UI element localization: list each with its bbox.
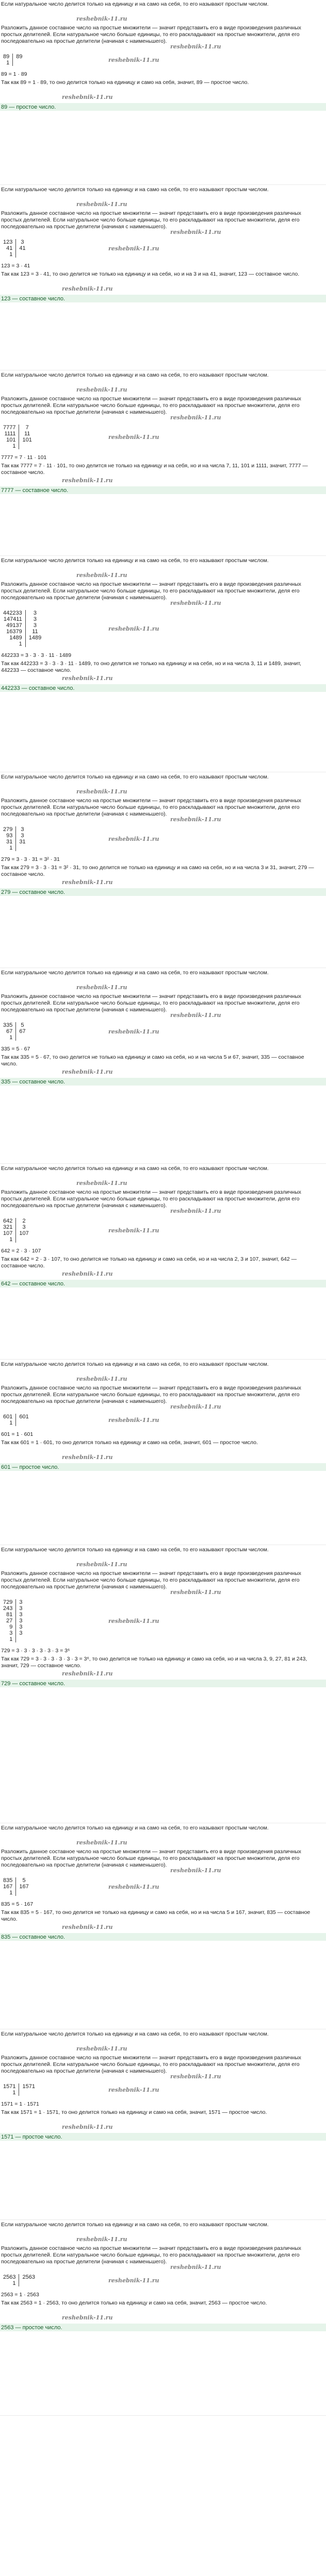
section-divider bbox=[0, 2219, 326, 2220]
watermark: reshebnik-11.ru bbox=[170, 1589, 221, 1596]
dividend-cell: 7777 bbox=[2, 425, 19, 431]
composite-definition-text: Разложить данное составное число на простые множители — значит представить его в виде произведения различных простых делителей. Если натуральное число больше единицы, то его раскладывают на простые множители, деля его последовательно на простые делители (начиная с наименьшего). bbox=[1, 1189, 301, 1209]
table-row bbox=[2, 826, 29, 833]
divisor-cell: 2563 bbox=[22, 2274, 35, 2280]
factorization-table bbox=[2, 54, 26, 66]
table-row bbox=[2, 839, 29, 845]
divisor-cell: 3 bbox=[19, 1612, 23, 1618]
table-row bbox=[2, 1224, 32, 1230]
solution-section bbox=[0, 1360, 326, 1546]
dividend-cell: 167 bbox=[2, 1884, 16, 1890]
dividend-cell: 1 bbox=[2, 2280, 19, 2286]
definition-text: Если натуральное число делится только на единицу и на само на себя, то его называют простым числом. bbox=[1, 2222, 269, 2228]
table-row bbox=[2, 610, 44, 616]
watermark: reshebnik-11.ru bbox=[76, 386, 127, 393]
divisor-cell bbox=[16, 1035, 29, 1041]
watermark: reshebnik-11.ru bbox=[76, 1839, 127, 1846]
definition-text: Если натуральное число делится только на единицу и на само на себя, то его называют простым числом. bbox=[1, 1547, 269, 1553]
definition-text: Если натуральное число делится только на единицу и на само на себя, то его называют простым числом. bbox=[1, 2031, 269, 2037]
divisor-cell: 3 bbox=[21, 826, 24, 833]
divisor-cell bbox=[16, 845, 29, 851]
table-row bbox=[2, 1028, 29, 1035]
definition-text: Если натуральное число делится только на единицу и на само на себя, то его называют простым числом. bbox=[1, 1165, 269, 1172]
watermark: reshebnik-11.ru bbox=[170, 600, 221, 606]
table-row bbox=[2, 1599, 25, 1605]
dividend-cell: 279 bbox=[2, 826, 16, 833]
dividend-cell: 1 bbox=[2, 845, 16, 851]
dividend-cell: 81 bbox=[2, 1612, 16, 1618]
watermark: reshebnik-11.ru bbox=[62, 1069, 113, 1075]
divisor-cell: 31 bbox=[19, 839, 26, 845]
table-row bbox=[2, 251, 29, 258]
definition-text: Если натуральное число делится только на единицу и на само на себя, то его называют простым числом. bbox=[1, 1, 269, 7]
watermark: reshebnik-11.ru bbox=[170, 1403, 221, 1410]
watermark: reshebnik-11.ru bbox=[76, 1561, 127, 1568]
table-row bbox=[2, 54, 26, 60]
definition-text: Если натуральное число делится только на единицу и на само на себя, то его называют простым числом. bbox=[1, 774, 269, 780]
dividend-cell: 16379 bbox=[2, 629, 25, 635]
dividend-cell: 147411 bbox=[2, 616, 25, 622]
divisor-cell bbox=[19, 2090, 38, 2096]
factorization-table bbox=[2, 1599, 25, 1642]
dividend-cell: 67 bbox=[2, 1028, 16, 1035]
result-text: 835 — составное число. bbox=[1, 1934, 66, 1940]
watermark: reshebnik-11.ru bbox=[62, 1270, 113, 1277]
dividend-cell: 49137 bbox=[2, 622, 25, 629]
divisor-cell: 5 bbox=[21, 1022, 24, 1028]
factorization-expression: 1571 = 1 · 1571 bbox=[1, 2101, 39, 2107]
factorization-table bbox=[2, 1218, 32, 1243]
section-divider bbox=[0, 2415, 326, 2416]
result-banner bbox=[0, 1680, 326, 1687]
section-divider bbox=[0, 555, 326, 556]
composite-definition-text: Разложить данное составное число на простые множители — значит представить его в виде произведения различных простых делителей. Если натуральное число больше единицы, то его раскладывают на простые множители, деля его последовательно на простые делители (начиная с наименьшего). bbox=[1, 25, 301, 44]
divisor-cell: 3 bbox=[33, 616, 37, 622]
dividend-cell: 642 bbox=[2, 1218, 16, 1224]
watermark: reshebnik-11.ru bbox=[170, 43, 221, 50]
divisor-cell: 601 bbox=[19, 1414, 29, 1420]
divisor-cell: 3 bbox=[33, 610, 37, 616]
divisor-cell bbox=[19, 443, 35, 449]
watermark: reshebnik-11.ru bbox=[170, 1867, 221, 1874]
watermark: reshebnik-11.ru bbox=[108, 625, 159, 632]
dividend-cell: 41 bbox=[2, 245, 16, 251]
watermark: reshebnik-11.ru bbox=[62, 879, 113, 886]
divisor-cell: 3 bbox=[22, 1224, 26, 1230]
dividend-cell: 2563 bbox=[2, 2274, 19, 2280]
factorization-expression: 89 = 1 · 89 bbox=[1, 71, 27, 77]
explanation-text: Так как 89 = 1 · 89, то оно делится только на единицу и само на себя, значит, 89 — простое число. bbox=[1, 79, 249, 86]
factorization-table bbox=[2, 425, 35, 449]
dividend-cell: 123 bbox=[2, 239, 16, 245]
watermark: reshebnik-11.ru bbox=[108, 57, 159, 63]
result-banner bbox=[0, 103, 326, 111]
divisor-cell: 3 bbox=[19, 1599, 23, 1605]
dividend-cell: 1 bbox=[2, 2090, 19, 2096]
watermark: reshebnik-11.ru bbox=[170, 1012, 221, 1019]
divisor-cell: 3 bbox=[19, 1605, 23, 1612]
table-row bbox=[2, 1612, 25, 1618]
result-banner bbox=[0, 1933, 326, 1941]
table-row bbox=[2, 431, 35, 437]
dividend-cell: 3 bbox=[2, 1630, 16, 1636]
watermark: reshebnik-11.ru bbox=[76, 2045, 127, 2052]
result-banner bbox=[0, 486, 326, 494]
table-row bbox=[2, 1605, 25, 1612]
dividend-cell: 442233 bbox=[2, 610, 25, 616]
solution-section bbox=[0, 1824, 326, 2030]
table-row bbox=[2, 1890, 32, 1896]
composite-definition-text: Разложить данное составное число на простые множители — значит представить его в виде произведения различных простых делителей. Если натуральное число больше единицы, то его раскладывают на простые множители, деля его последовательно на простые делители (начиная с наименьшего). bbox=[1, 210, 301, 230]
section-divider bbox=[0, 1359, 326, 1360]
dividend-cell: 1 bbox=[2, 641, 25, 647]
watermark: reshebnik-11.ru bbox=[62, 1924, 113, 1930]
factorization-expression: 642 = 2 · 3 · 107 bbox=[1, 1248, 41, 1254]
dividend-cell: 321 bbox=[2, 1224, 16, 1230]
watermark: reshebnik-11.ru bbox=[76, 15, 127, 22]
divisor-cell: 3 bbox=[19, 1624, 23, 1630]
composite-definition-text: Разложить данное составное число на простые множители — значит представить его в виде произведения различных простых делителей. Если натуральное число больше единицы, то его раскладывают на простые множители, деля его последовательно на простые делители (начиная с наименьшего). bbox=[1, 1849, 301, 1868]
definition-text: Если натуральное число делится только на единицу и на само на себя, то его называют простым числом. bbox=[1, 187, 269, 193]
result-text: 642 — составное число. bbox=[1, 1280, 66, 1287]
table-row bbox=[2, 245, 29, 251]
divisor-cell: 11 bbox=[24, 431, 30, 437]
solution-section bbox=[0, 969, 326, 1164]
result-banner bbox=[0, 295, 326, 302]
divisor-cell: 167 bbox=[19, 1884, 29, 1890]
divisor-cell: 89 bbox=[16, 54, 23, 60]
composite-definition-text: Разложить данное составное число на простые множители — значит представить его в виде произведения различных простых делителей. Если натуральное число больше единицы, то его раскладывают на простые множители, деля его последовательно на простые делители (начиная с наименьшего). bbox=[1, 993, 301, 1013]
divisor-cell: 7 bbox=[25, 425, 29, 431]
solution-section bbox=[0, 2030, 326, 2221]
dividend-cell: 101 bbox=[2, 437, 19, 443]
dividend-cell: 1111 bbox=[2, 431, 19, 437]
watermark: reshebnik-11.ru bbox=[108, 434, 159, 440]
watermark: reshebnik-11.ru bbox=[62, 1454, 113, 1461]
dividend-cell: 9 bbox=[2, 1624, 16, 1630]
divisor-cell: 3 bbox=[19, 1618, 23, 1624]
result-text: 601 — простое число. bbox=[1, 1464, 59, 1470]
divisor-cell: 1571 bbox=[22, 2083, 35, 2090]
definition-text: Если натуральное число делится только на единицу и на само на себя, то его называют простым числом. bbox=[1, 372, 269, 378]
watermark: reshebnik-11.ru bbox=[170, 229, 221, 235]
table-row bbox=[2, 635, 44, 641]
section-divider bbox=[0, 1163, 326, 1164]
watermark: reshebnik-11.ru bbox=[108, 2277, 159, 2284]
table-row bbox=[2, 1877, 32, 1884]
factorization-expression: 601 = 1 · 601 bbox=[1, 1431, 34, 1437]
table-row bbox=[2, 239, 29, 245]
factorization-table bbox=[2, 1022, 29, 1041]
divisor-cell: 67 bbox=[19, 1028, 26, 1035]
factorization-expression: 7777 = 7 · 11 · 101 bbox=[1, 454, 47, 461]
table-row bbox=[2, 1035, 29, 1041]
factorization-table bbox=[2, 239, 29, 258]
solution-section bbox=[0, 1546, 326, 1824]
divisor-cell: 11 bbox=[32, 629, 38, 635]
watermark: reshebnik-11.ru bbox=[76, 572, 127, 579]
result-text: 279 — составное число. bbox=[1, 889, 66, 895]
definition-text: Если натуральное число делится только на единицу и на само на себя, то его называют простым числом. bbox=[1, 1825, 269, 1831]
explanation-text: Так как 335 = 5 · 67, то оно делится не только на единицу и само на себя, но и на числа 5 и 67, значит, 335 — составное число. bbox=[1, 1054, 304, 1067]
result-banner bbox=[0, 1078, 326, 1086]
watermark: reshebnik-11.ru bbox=[170, 816, 221, 823]
watermark: reshebnik-11.ru bbox=[76, 984, 127, 991]
divisor-cell bbox=[16, 1636, 26, 1642]
factorization-table bbox=[2, 1414, 32, 1426]
divisor-cell: 101 bbox=[22, 437, 32, 443]
table-row bbox=[2, 1420, 32, 1426]
table-row bbox=[2, 641, 44, 647]
table-row bbox=[2, 1414, 32, 1420]
result-text: 1571 — простое число. bbox=[1, 2133, 62, 2140]
divisor-cell bbox=[19, 2280, 38, 2286]
table-row bbox=[2, 1236, 32, 1243]
composite-definition-text: Разложить данное составное число на простые множители — значит представить его в виде произведения различных простых делителей. Если натуральное число больше единицы, то его раскладывают на простые множители, деля его последовательно на простые делители (начиная с наименьшего). bbox=[1, 581, 301, 601]
watermark: reshebnik-11.ru bbox=[62, 285, 113, 292]
dividend-cell: 1 bbox=[2, 1420, 16, 1426]
solution-section bbox=[0, 773, 326, 969]
result-text: 123 — составное число. bbox=[1, 295, 66, 302]
watermark: reshebnik-11.ru bbox=[108, 1618, 159, 1624]
result-text: 2563 — простое число. bbox=[1, 2324, 62, 2331]
table-row bbox=[2, 616, 44, 622]
definition-text: Если натуральное число делится только на единицу и на само на себя, то его называют простым числом. bbox=[1, 1361, 269, 1367]
solution-section bbox=[0, 185, 326, 371]
factorization-expression: 835 = 5 · 167 bbox=[1, 1901, 34, 1907]
table-row bbox=[2, 622, 44, 629]
explanation-text: Так как 279 = 3 · 3 · 31 = 3² · 31, то оно делится не только на единицу и на само на себя, но и на числа 3 и 31, значит, 279 — составное число. bbox=[1, 865, 314, 877]
factorization-expression: 123 = 3 · 41 bbox=[1, 263, 30, 269]
dividend-cell: 1489 bbox=[2, 635, 25, 641]
dividend-cell: 89 bbox=[2, 54, 13, 60]
result-text: 89 — простое число. bbox=[1, 104, 56, 110]
table-row bbox=[2, 1624, 25, 1630]
composite-definition-text: Разложить данное составное число на простые множители — значит представить его в виде произведения различных простых делителей. Если натуральное число больше единицы, то его раскладывают на простые множители, деля его последовательно на простые делители (начиная с наименьшего). bbox=[1, 1570, 301, 1590]
explanation-text: Так как 835 = 5 · 167, то оно делится не только на единицу и само на себя, но и на числа 5 и 167, значит, 835 — составное число. bbox=[1, 1909, 311, 1922]
dividend-cell: 107 bbox=[2, 1230, 16, 1236]
divisor-cell bbox=[16, 251, 29, 258]
divisor-cell: 3 bbox=[21, 239, 24, 245]
solution-section bbox=[0, 0, 326, 185]
table-row bbox=[2, 2090, 38, 2096]
watermark: reshebnik-11.ru bbox=[108, 245, 159, 252]
table-row bbox=[2, 443, 35, 449]
dividend-cell: 835 bbox=[2, 1877, 16, 1884]
explanation-text: Так как 642 = 2 · 3 · 107, то оно делится не только на единицу и само на себя, но и на числа 2, 3 и 107, значит, 642 — составное число. bbox=[1, 1256, 297, 1269]
dividend-cell: 1 bbox=[2, 60, 13, 66]
divisor-cell: 3 bbox=[21, 833, 24, 839]
divisor-cell bbox=[13, 60, 26, 66]
dividend-cell: 1 bbox=[2, 443, 19, 449]
table-row bbox=[2, 437, 35, 443]
result-text: 335 — составное число. bbox=[1, 1078, 66, 1085]
watermark: reshebnik-11.ru bbox=[62, 477, 113, 484]
dividend-cell: 729 bbox=[2, 1599, 16, 1605]
table-row bbox=[2, 1022, 29, 1028]
watermark: reshebnik-11.ru bbox=[76, 2236, 127, 2243]
factorization-expression: 279 = 3 · 3 · 31 = 3² · 31 bbox=[1, 856, 60, 862]
table-row bbox=[2, 1618, 25, 1624]
table-row bbox=[2, 1218, 32, 1224]
watermark: reshebnik-11.ru bbox=[108, 1417, 159, 1423]
result-text: 729 — составное число. bbox=[1, 1680, 66, 1687]
dividend-cell: 1 bbox=[2, 1236, 16, 1243]
table-row bbox=[2, 1884, 32, 1890]
composite-definition-text: Разложить данное составное число на простые множители — значит представить его в виде произведения различных простых делителей. Если натуральное число больше единицы, то его раскладывают на простые множители, деля его последовательно на простые делители (начиная с наименьшего). bbox=[1, 2055, 301, 2074]
watermark: reshebnik-11.ru bbox=[76, 201, 127, 208]
table-row bbox=[2, 2274, 38, 2280]
result-banner bbox=[0, 1463, 326, 1471]
factorization-expression: 2563 = 1 · 2563 bbox=[1, 2292, 39, 2298]
explanation-text: Так как 442233 = 3 · 3 · 3 · 11 · 1489, то оно делится не только на единицу и на себя, но и на числа 3, 11 и 1489, значит, 442233 — составное число. bbox=[1, 660, 301, 673]
composite-definition-text: Разложить данное составное число на простые множители — значит представить его в виде произведения различных простых делителей. Если натуральное число больше единицы, то его раскладывают на простые множители, деля его последовательно на простые делители (начиная с наименьшего). bbox=[1, 1385, 301, 1404]
watermark: reshebnik-11.ru bbox=[108, 2087, 159, 2093]
result-banner bbox=[0, 2324, 326, 2331]
definition-text: Если натуральное число делится только на единицу и на само на себя, то его называют простым числом. bbox=[1, 970, 269, 976]
table-row bbox=[2, 1230, 32, 1236]
dividend-cell: 27 bbox=[2, 1618, 16, 1624]
watermark: reshebnik-11.ru bbox=[76, 788, 127, 795]
divisor-cell bbox=[16, 1890, 32, 1896]
explanation-text: Так как 2563 = 1 · 2563, то оно делится только на единицу и само на себя, значит, 2563 — простое число. bbox=[1, 2300, 267, 2306]
divisor-cell bbox=[25, 641, 44, 647]
result-banner bbox=[0, 888, 326, 896]
result-banner bbox=[0, 1280, 326, 1287]
divisor-cell: 107 bbox=[19, 1230, 29, 1236]
divisor-cell bbox=[16, 1420, 32, 1426]
divisor-cell bbox=[16, 1236, 32, 1243]
explanation-text: Так как 1571 = 1 · 1571, то оно делится только на единицу и само на себя, значит, 1571 — простое число. bbox=[1, 2109, 267, 2115]
dividend-cell: 1 bbox=[2, 1636, 16, 1642]
solution-section bbox=[0, 2221, 326, 2416]
divisor-cell: 1489 bbox=[28, 635, 42, 641]
solution-section bbox=[0, 371, 326, 556]
watermark: reshebnik-11.ru bbox=[62, 2124, 113, 2130]
watermark: reshebnik-11.ru bbox=[108, 1028, 159, 1035]
watermark: reshebnik-11.ru bbox=[170, 1208, 221, 1214]
watermark: reshebnik-11.ru bbox=[76, 1180, 127, 1187]
composite-definition-text: Разложить данное составное число на простые множители — значит представить его в виде произведения различных простых делителей. Если натуральное число больше единицы, то его раскладывают на простые множители, деля его последовательно на простые делители (начиная с наименьшего). bbox=[1, 396, 301, 415]
factorization-table bbox=[2, 1877, 32, 1896]
section-divider bbox=[0, 184, 326, 185]
watermark: reshebnik-11.ru bbox=[108, 836, 159, 842]
factorization-expression: 442233 = 3 · 3 · 3 · 11 · 1489 bbox=[1, 652, 72, 658]
dividend-cell: 1 bbox=[2, 251, 16, 258]
divisor-cell: 5 bbox=[22, 1877, 26, 1884]
dividend-cell: 31 bbox=[2, 839, 16, 845]
dividend-cell: 1 bbox=[2, 1035, 16, 1041]
watermark: reshebnik-11.ru bbox=[170, 2264, 221, 2270]
explanation-text: Так как 7777 = 7 · 11 · 101, то оно делится не только на единицу и на себя, но и на числа 7, 11, 101 и 1111, значит, 7777 — составное число. bbox=[1, 463, 308, 476]
dividend-cell: 1571 bbox=[2, 2083, 19, 2090]
watermark: reshebnik-11.ru bbox=[62, 675, 113, 682]
watermark: reshebnik-11.ru bbox=[76, 1376, 127, 1382]
result-banner bbox=[0, 2133, 326, 2141]
table-row bbox=[2, 1630, 25, 1636]
watermark: reshebnik-11.ru bbox=[170, 2073, 221, 2080]
result-text: 7777 — составное число. bbox=[1, 487, 69, 494]
divisor-cell: 2 bbox=[22, 1218, 26, 1224]
dividend-cell: 1 bbox=[2, 1890, 16, 1896]
divisor-cell: 3 bbox=[33, 622, 37, 629]
table-row bbox=[2, 2083, 38, 2090]
composite-definition-text: Разложить данное составное число на простые множители — значит представить его в виде произведения различных простых делителей. Если натуральное число больше единицы, то его раскладывают на простые множители, деля его последовательно на простые делители (начиная с наименьшего). bbox=[1, 2245, 301, 2265]
explanation-text: Так как 729 = 3 · 3 · 3 · 3 · 3 · 3 = 3⁶, то оно делится не только на единицу и само на себя, но и на числа 3, 9, 27, 81 и 243, значит, 729 — составное число. bbox=[1, 1656, 307, 1669]
watermark: reshebnik-11.ru bbox=[108, 1227, 159, 1234]
watermark: reshebnik-11.ru bbox=[170, 414, 221, 421]
solution-section bbox=[0, 1164, 326, 1360]
result-text: 442233 — составное число. bbox=[1, 685, 75, 691]
dividend-cell: 335 bbox=[2, 1022, 16, 1028]
dividend-cell: 243 bbox=[2, 1605, 16, 1612]
table-row bbox=[2, 629, 44, 635]
factorization-table bbox=[2, 610, 44, 647]
factorization-table bbox=[2, 2083, 38, 2096]
result-banner bbox=[0, 684, 326, 692]
table-row bbox=[2, 2280, 38, 2286]
watermark: reshebnik-11.ru bbox=[62, 94, 113, 100]
divisor-cell: 3 bbox=[19, 1630, 23, 1636]
factorization-expression: 335 = 5 · 67 bbox=[1, 1046, 30, 1052]
explanation-text: Так как 123 = 3 · 41, то оно делится не только на единицу и на себя, но и на 3 и на 41, значит, 123 — составное число. bbox=[1, 271, 300, 277]
dividend-cell: 93 bbox=[2, 833, 16, 839]
composite-definition-text: Разложить данное составное число на простые множители — значит представить его в виде произведения различных простых делителей. Если натуральное число больше единицы, то его раскладывают на простые множители, деля его последовательно на простые делители (начиная с наименьшего). bbox=[1, 798, 301, 817]
dividend-cell: 601 bbox=[2, 1414, 16, 1420]
solution-section bbox=[0, 556, 326, 773]
table-row bbox=[2, 833, 29, 839]
divisor-cell: 41 bbox=[19, 245, 26, 251]
table-row bbox=[2, 60, 26, 66]
watermark: reshebnik-11.ru bbox=[62, 1670, 113, 1677]
explanation-text: Так как 601 = 1 · 601, то оно делится только на единицу и само на себя, значит, 601 — простое число. bbox=[1, 1439, 258, 1446]
factorization-expression: 729 = 3 · 3 · 3 · 3 · 3 · 3 = 3⁶ bbox=[1, 1648, 70, 1654]
factorization-table bbox=[2, 2274, 38, 2286]
watermark: reshebnik-11.ru bbox=[108, 1884, 159, 1890]
table-row bbox=[2, 425, 35, 431]
definition-text: Если натуральное число делится только на единицу и на само на себя, то его называют простым числом. bbox=[1, 557, 269, 564]
factorization-table bbox=[2, 826, 29, 851]
table-row bbox=[2, 1636, 25, 1642]
table-row bbox=[2, 845, 29, 851]
watermark: reshebnik-11.ru bbox=[62, 2314, 113, 2321]
